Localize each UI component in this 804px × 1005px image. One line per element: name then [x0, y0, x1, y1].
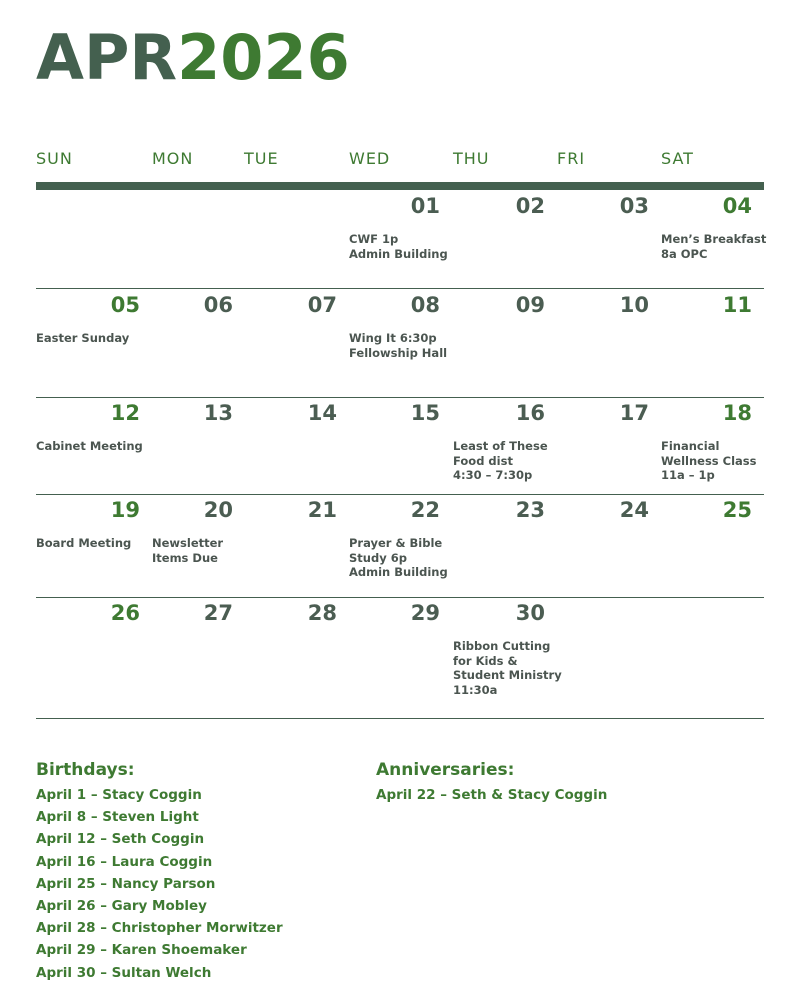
day-number: 20 [203, 498, 233, 522]
day-number: 06 [203, 293, 233, 317]
event-text: Financial Wellness Class 11a – 1p [661, 439, 757, 482]
day-number: 01 [410, 194, 440, 218]
weekday-tue: TUE [244, 149, 279, 168]
birthday-item: April 8 – Steven Light [36, 809, 199, 826]
day-number: 09 [515, 293, 545, 317]
birthday-item: April 29 – Karen Shoemaker [36, 942, 247, 959]
day-number: 25 [722, 498, 752, 522]
event-text: Men’s Breakfast 8a OPC [661, 232, 767, 261]
day-number: 07 [307, 293, 337, 317]
anniversary-item: April 22 – Seth & Stacy Coggin [376, 787, 608, 803]
event-text: Wing It 6:30p Fellowship Hall [349, 331, 448, 360]
day-number: 28 [307, 601, 337, 625]
birthdays-title: Birthdays: [36, 760, 135, 780]
day-number: 23 [515, 498, 545, 522]
anniversaries-title: Anniversaries: [376, 760, 515, 780]
weekday-thu: THU [453, 149, 490, 168]
week-divider [36, 397, 764, 398]
day-number: 14 [307, 401, 337, 425]
weekday-wed: WED [349, 149, 391, 168]
week-divider [36, 718, 764, 719]
day-number: 15 [410, 401, 440, 425]
day-number: 27 [203, 601, 233, 625]
day-number: 26 [110, 601, 140, 625]
event-text: Prayer & Bible Study 6p Admin Building [349, 536, 448, 579]
birthday-item: April 28 – Christopher Morwitzer [36, 920, 283, 937]
weekday-fri: FRI [557, 149, 586, 168]
event-text: Board Meeting [36, 536, 132, 550]
day-number: 30 [515, 601, 545, 625]
day-number: 17 [619, 401, 649, 425]
birthday-item: April 1 – Stacy Coggin [36, 787, 202, 803]
week-divider [36, 288, 764, 289]
day-number: 19 [110, 498, 140, 522]
week-divider [36, 597, 764, 598]
day-number: 08 [410, 293, 440, 317]
day-number: 10 [619, 293, 649, 317]
birthday-item: April 12 – Seth Coggin [36, 831, 205, 848]
event-text: Newsletter Items Due [152, 536, 224, 565]
weekday-sun: SUN [36, 149, 73, 168]
calendar-title [36, 22, 350, 94]
birthday-item: April 16 – Laura Coggin [36, 853, 213, 870]
day-number: 04 [722, 194, 752, 218]
week-divider [36, 494, 764, 495]
birthday-item: April 30 – Sultan Welch [36, 964, 212, 981]
day-number: 11 [722, 293, 752, 317]
event-text: Ribbon Cutting for Kids & Student Ministry 11:30a [453, 639, 562, 697]
weekday-sat: SAT [661, 149, 694, 168]
title-month: APR [36, 21, 178, 94]
day-number: 03 [619, 194, 649, 218]
day-number: 22 [410, 498, 440, 522]
title-year: 2026 [177, 21, 350, 94]
event-text: Cabinet Meeting [36, 439, 143, 453]
day-number: 24 [619, 498, 649, 522]
event-text: Least of These Food dist 4:30 – 7:30p [453, 439, 548, 482]
day-number: 18 [722, 401, 752, 425]
birthday-item: April 26 – Gary Mobley [36, 898, 207, 914]
event-text: CWF 1p Admin Building [349, 232, 448, 261]
header-bar [36, 182, 764, 190]
weekday-mon: MON [152, 149, 194, 168]
day-number: 13 [203, 401, 233, 425]
day-number: 05 [110, 293, 140, 317]
birthday-item: April 25 – Nancy Parson [36, 875, 216, 892]
day-number: 12 [110, 401, 140, 425]
day-number: 02 [515, 194, 545, 218]
event-text: Easter Sunday [36, 331, 130, 345]
day-number: 16 [515, 401, 545, 425]
day-number: 21 [307, 498, 337, 522]
day-number: 29 [410, 601, 440, 625]
